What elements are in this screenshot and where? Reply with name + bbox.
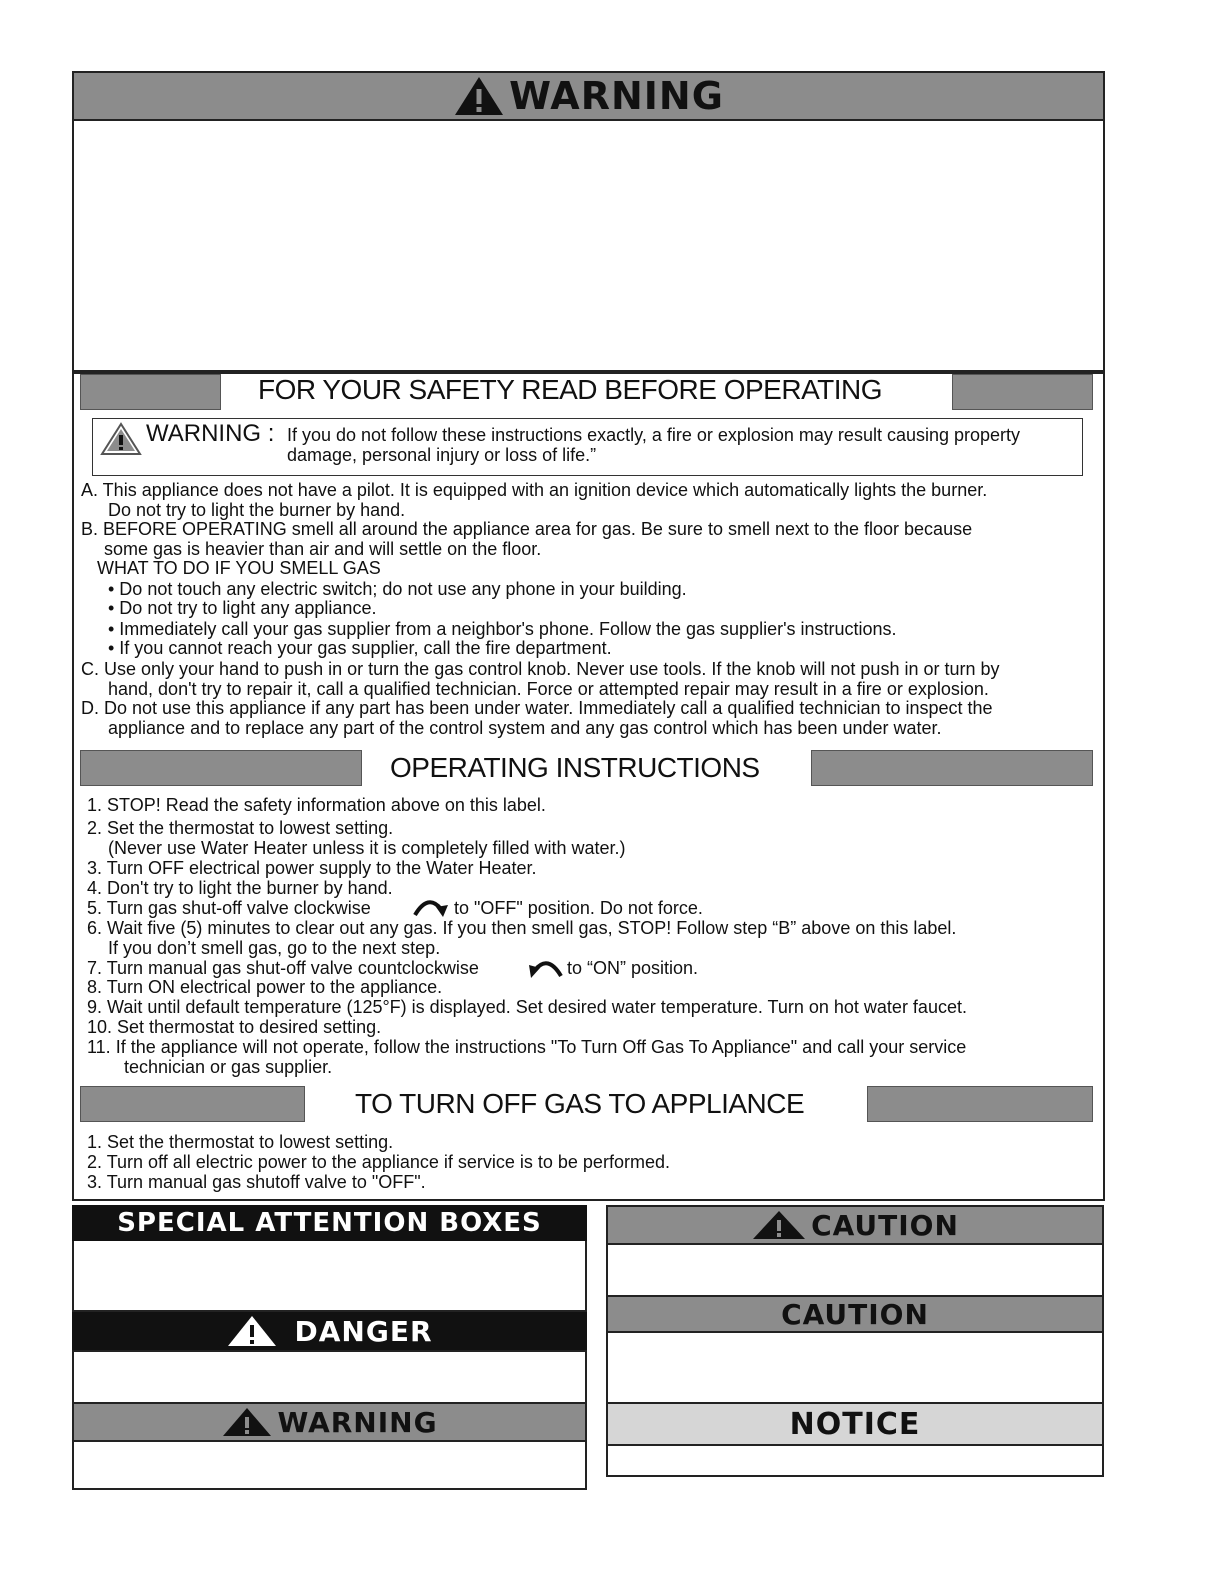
operating-step: 6. Wait five (5) minutes to clear out any gas. If you then smell gas, STOP! Follow step “B” above on this label. [87,918,957,938]
caution-icon-header [606,1205,1104,1245]
operating-step: (Never use Water Heater unless it is completely filled with water.) [108,838,626,858]
heading-bar-right [811,750,1093,786]
safety-line: some gas is heavier than air and will settle on the floor. [104,539,542,559]
safety-line: Do not try to light the burner by hand. [108,500,406,520]
turn-off-step: 1. Set the thermostat to lowest setting. [87,1132,394,1152]
caution-title: CAUTION [781,1297,929,1331]
warning-triangle-icon [226,1314,278,1348]
operating-step: 9. Wait until default temperature (125°F) is displayed. Set desired water temperature. Turn on hot water faucet. [87,997,967,1017]
operating-step: technician or gas supplier. [124,1057,333,1077]
warning-label-title: WARNING [509,74,724,118]
heading-bar-left [80,1086,305,1122]
turn-off-step: 2. Turn off all electric power to the appliance if service is to be performed. [87,1152,670,1172]
warning-triangle-icon [221,1406,273,1438]
operating-step: 4. Don't try to light the burner by hand. [87,878,393,898]
notice-header [606,1402,1104,1446]
turn-off-step: 3. Turn manual gas shutoff valve to "OFF". [87,1172,426,1192]
safety-line: WHAT TO DO IF YOU SMELL GAS [97,558,381,578]
operating-step: If you don’t smell gas, go to the next step. [108,938,441,958]
heading-bar-left [80,750,362,786]
operating-step: 1. STOP! Read the safety information above on this label. [87,795,546,815]
warning-triangle-icon [100,422,142,456]
warning-header [72,1402,587,1442]
operating-step: to "OFF" position. Do not force. [454,898,703,918]
safety-line: • Do not touch any electric switch; do not use any phone in your building. [108,579,687,599]
operating-step: 11. If the appliance will not operate, follow the instructions "To Turn Off Gas To Appliance" and call your service [87,1037,967,1057]
turn-off-heading: TO TURN OFF GAS TO APPLIANCE [355,1088,805,1119]
heading-bar-right [867,1086,1093,1122]
operating-step: 8. Turn ON electrical power to the appliance. [87,977,443,997]
operating-step: 5. Turn gas shut-off valve clockwise [87,898,371,918]
safety-warning-text: If you do not follow these instructions exactly, a fire or explosion may result causing property damage, personal injury or loss of life.” [287,425,1021,465]
safety-line: D. Do not use this appliance if any part has been under water. Immediately call a qualified technician to inspect the [81,698,993,718]
special-attention-title: SPECIAL ATTENTION BOXES [117,1208,542,1238]
danger-title: DANGER [294,1314,433,1348]
clockwise-arrow-icon [410,893,450,919]
counterclockwise-arrow-icon [526,952,566,980]
operating-step: 3. Turn OFF electrical power supply to the Water Heater. [87,858,537,878]
safety-line: • If you cannot reach your gas supplier, call the fire department. [108,638,612,658]
danger-header [72,1310,587,1352]
safety-line: appliance and to replace any part of the control system and any gas control which has been under water. [108,718,942,738]
safety-line: • Do not try to light any appliance. [108,598,377,618]
heading-bar-right [952,374,1093,410]
safety-line: hand, don't try to repair it, call a qualified technician. Force or attempted repair may result in a fire or explosion. [108,679,989,699]
safety-line: C. Use only your hand to push in or turn the gas control knob. Never use tools. If the knob will not push in or turn by [81,659,1000,679]
notice-title: NOTICE [789,1406,921,1442]
caution-icon-title: CAUTION [811,1208,959,1242]
operating-step: 7. Turn manual gas shut-off valve countclockwise [87,958,479,978]
safety-heading: FOR YOUR SAFETY READ BEFORE OPERATING [258,374,883,405]
warning-triangle-icon [751,1209,807,1241]
warning-triangle-icon [453,75,505,117]
safety-line: B. BEFORE OPERATING smell all around the appliance area for gas. Be sure to smell next to the floor because [81,519,973,539]
safety-line: • Immediately call your gas supplier from a neighbor's phone. Follow the gas supplier's instructions. [108,619,897,639]
operating-step: to “ON” position. [567,958,699,978]
operating-step: 10. Set thermostat to desired setting. [87,1017,382,1037]
operating-step: 2. Set the thermostat to lowest setting. [87,818,394,838]
safety-warning-word: WARNING : [146,420,275,447]
operating-heading: OPERATING INSTRUCTIONS [390,752,760,783]
warning-label-header [72,71,1105,121]
heading-bar-left [80,374,221,410]
safety-line: A. This appliance does not have a pilot. It is equipped with an ignition device which automatically lights the burner. [81,480,988,500]
caution-header [606,1295,1104,1333]
special-attention-header [72,1205,587,1241]
warning-title: WARNING [277,1405,438,1439]
